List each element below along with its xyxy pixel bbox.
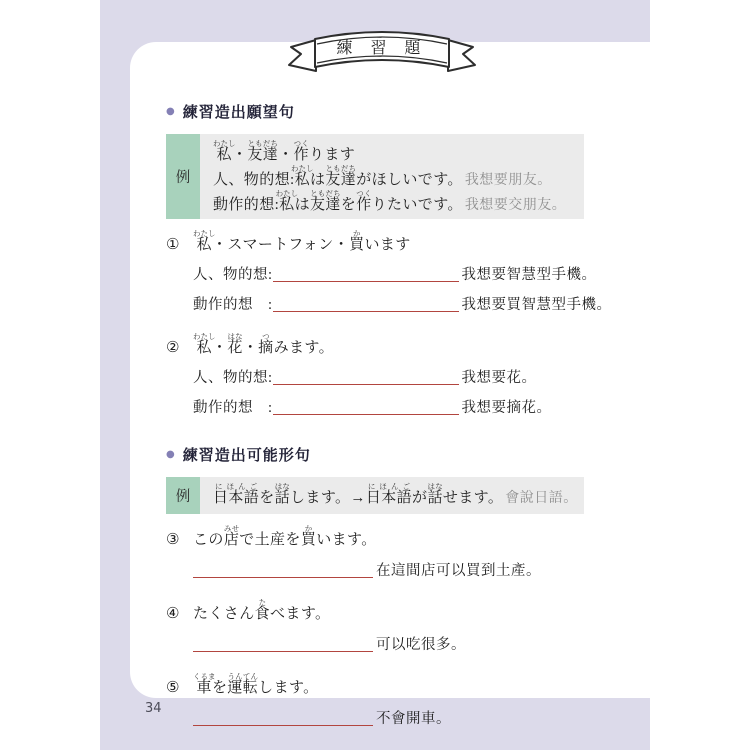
answer-translation: 我想要花。 [461,370,537,386]
page-number: 34 [145,701,162,716]
japanese-text: 車くるまを運転うんてんします。 [193,672,319,696]
exercise-prompt [166,332,596,357]
japanese-text: 私わたし・友達ともだち・作つくります [213,139,356,163]
example-box [166,477,584,514]
example-label: 例 [166,134,200,219]
japanese-text: この店みせで土産を買かいます。 [193,524,377,548]
answer-row [193,706,596,728]
exercise [166,524,596,580]
exercise-number: ① [166,235,180,253]
section-title: 練習造出可能形句 [182,448,311,464]
example-row [213,482,584,509]
answer-row [193,558,596,580]
answer-label: 人、物的想: [193,267,273,283]
exercise [166,332,596,417]
section [166,445,596,728]
section-title: 練習造出願望句 [182,105,295,121]
answer-blank [193,709,373,726]
answer-label: 動作的想 : [193,400,273,416]
section-bullet-icon: ● [166,106,176,117]
answer-translation: 在這間店可以買到土產。 [376,563,541,579]
ribbon-title: 練 習 題 [336,40,428,57]
example-body [200,477,584,514]
answer-row [193,395,596,417]
answer-blank [273,368,459,385]
answer-translation: 不會開車。 [376,711,451,727]
japanese-text: 動作的想:私わたしは友達ともだちを作つくりたいです。 [213,189,463,213]
answer-blank [273,295,459,312]
example-row [213,189,584,214]
translation-text: 我想要交朋友。 [464,198,567,213]
exercise-prompt [166,524,596,549]
example-row [213,139,584,164]
answer-translation: 我想要買智慧型手機。 [461,297,612,313]
exercise [166,672,596,728]
answer-row [193,292,612,314]
example-box [166,134,584,219]
exercise [166,229,612,314]
section-heading [166,445,596,464]
section-heading [166,102,596,121]
answer-blank [273,398,459,415]
section-bullet-icon: ● [166,449,176,460]
japanese-text: 私わたし・スマートフォン・買かいます [193,229,411,253]
exercise [166,598,596,654]
exercise-prompt [166,229,596,254]
japanese-text: 私わたし・花はな・摘つみます。 [193,332,334,356]
answer-row [193,632,596,654]
exercise-prompt [166,598,596,623]
answer-translation: 我想要摘花。 [461,400,552,416]
answer-blank [193,561,373,578]
answer-translation: 可以吃很多。 [376,637,466,653]
example-label: 例 [166,477,200,514]
example-body [200,134,584,219]
japanese-text: たくさん食たべます。 [193,598,331,622]
answer-blank [193,635,373,652]
answer-blank [273,265,459,282]
answer-row [193,365,596,387]
answer-row [193,262,596,284]
section [166,102,612,417]
answer-label: 人、物的想: [193,370,273,386]
translation-text: 我想要朋友。 [464,173,552,188]
exercise-content [166,42,612,728]
exercise-number: ② [166,338,180,356]
example-row [213,164,584,189]
japanese-text: 日本語にほんごを話はなします。→日本語にほんごが話はなせます。 [213,482,504,506]
answer-label: 動作的想 : [193,297,273,313]
exercise-prompt [166,672,596,697]
exercise-number: ⑤ [166,678,180,696]
exercise-number: ④ [166,604,180,622]
translation-text: 會說日語。 [505,491,578,506]
japanese-text: 人、物的想:私わたしは友達ともだちがほしいです。 [213,164,463,188]
answer-translation: 我想要智慧型手機。 [461,267,597,283]
exercise-number: ③ [166,530,180,548]
